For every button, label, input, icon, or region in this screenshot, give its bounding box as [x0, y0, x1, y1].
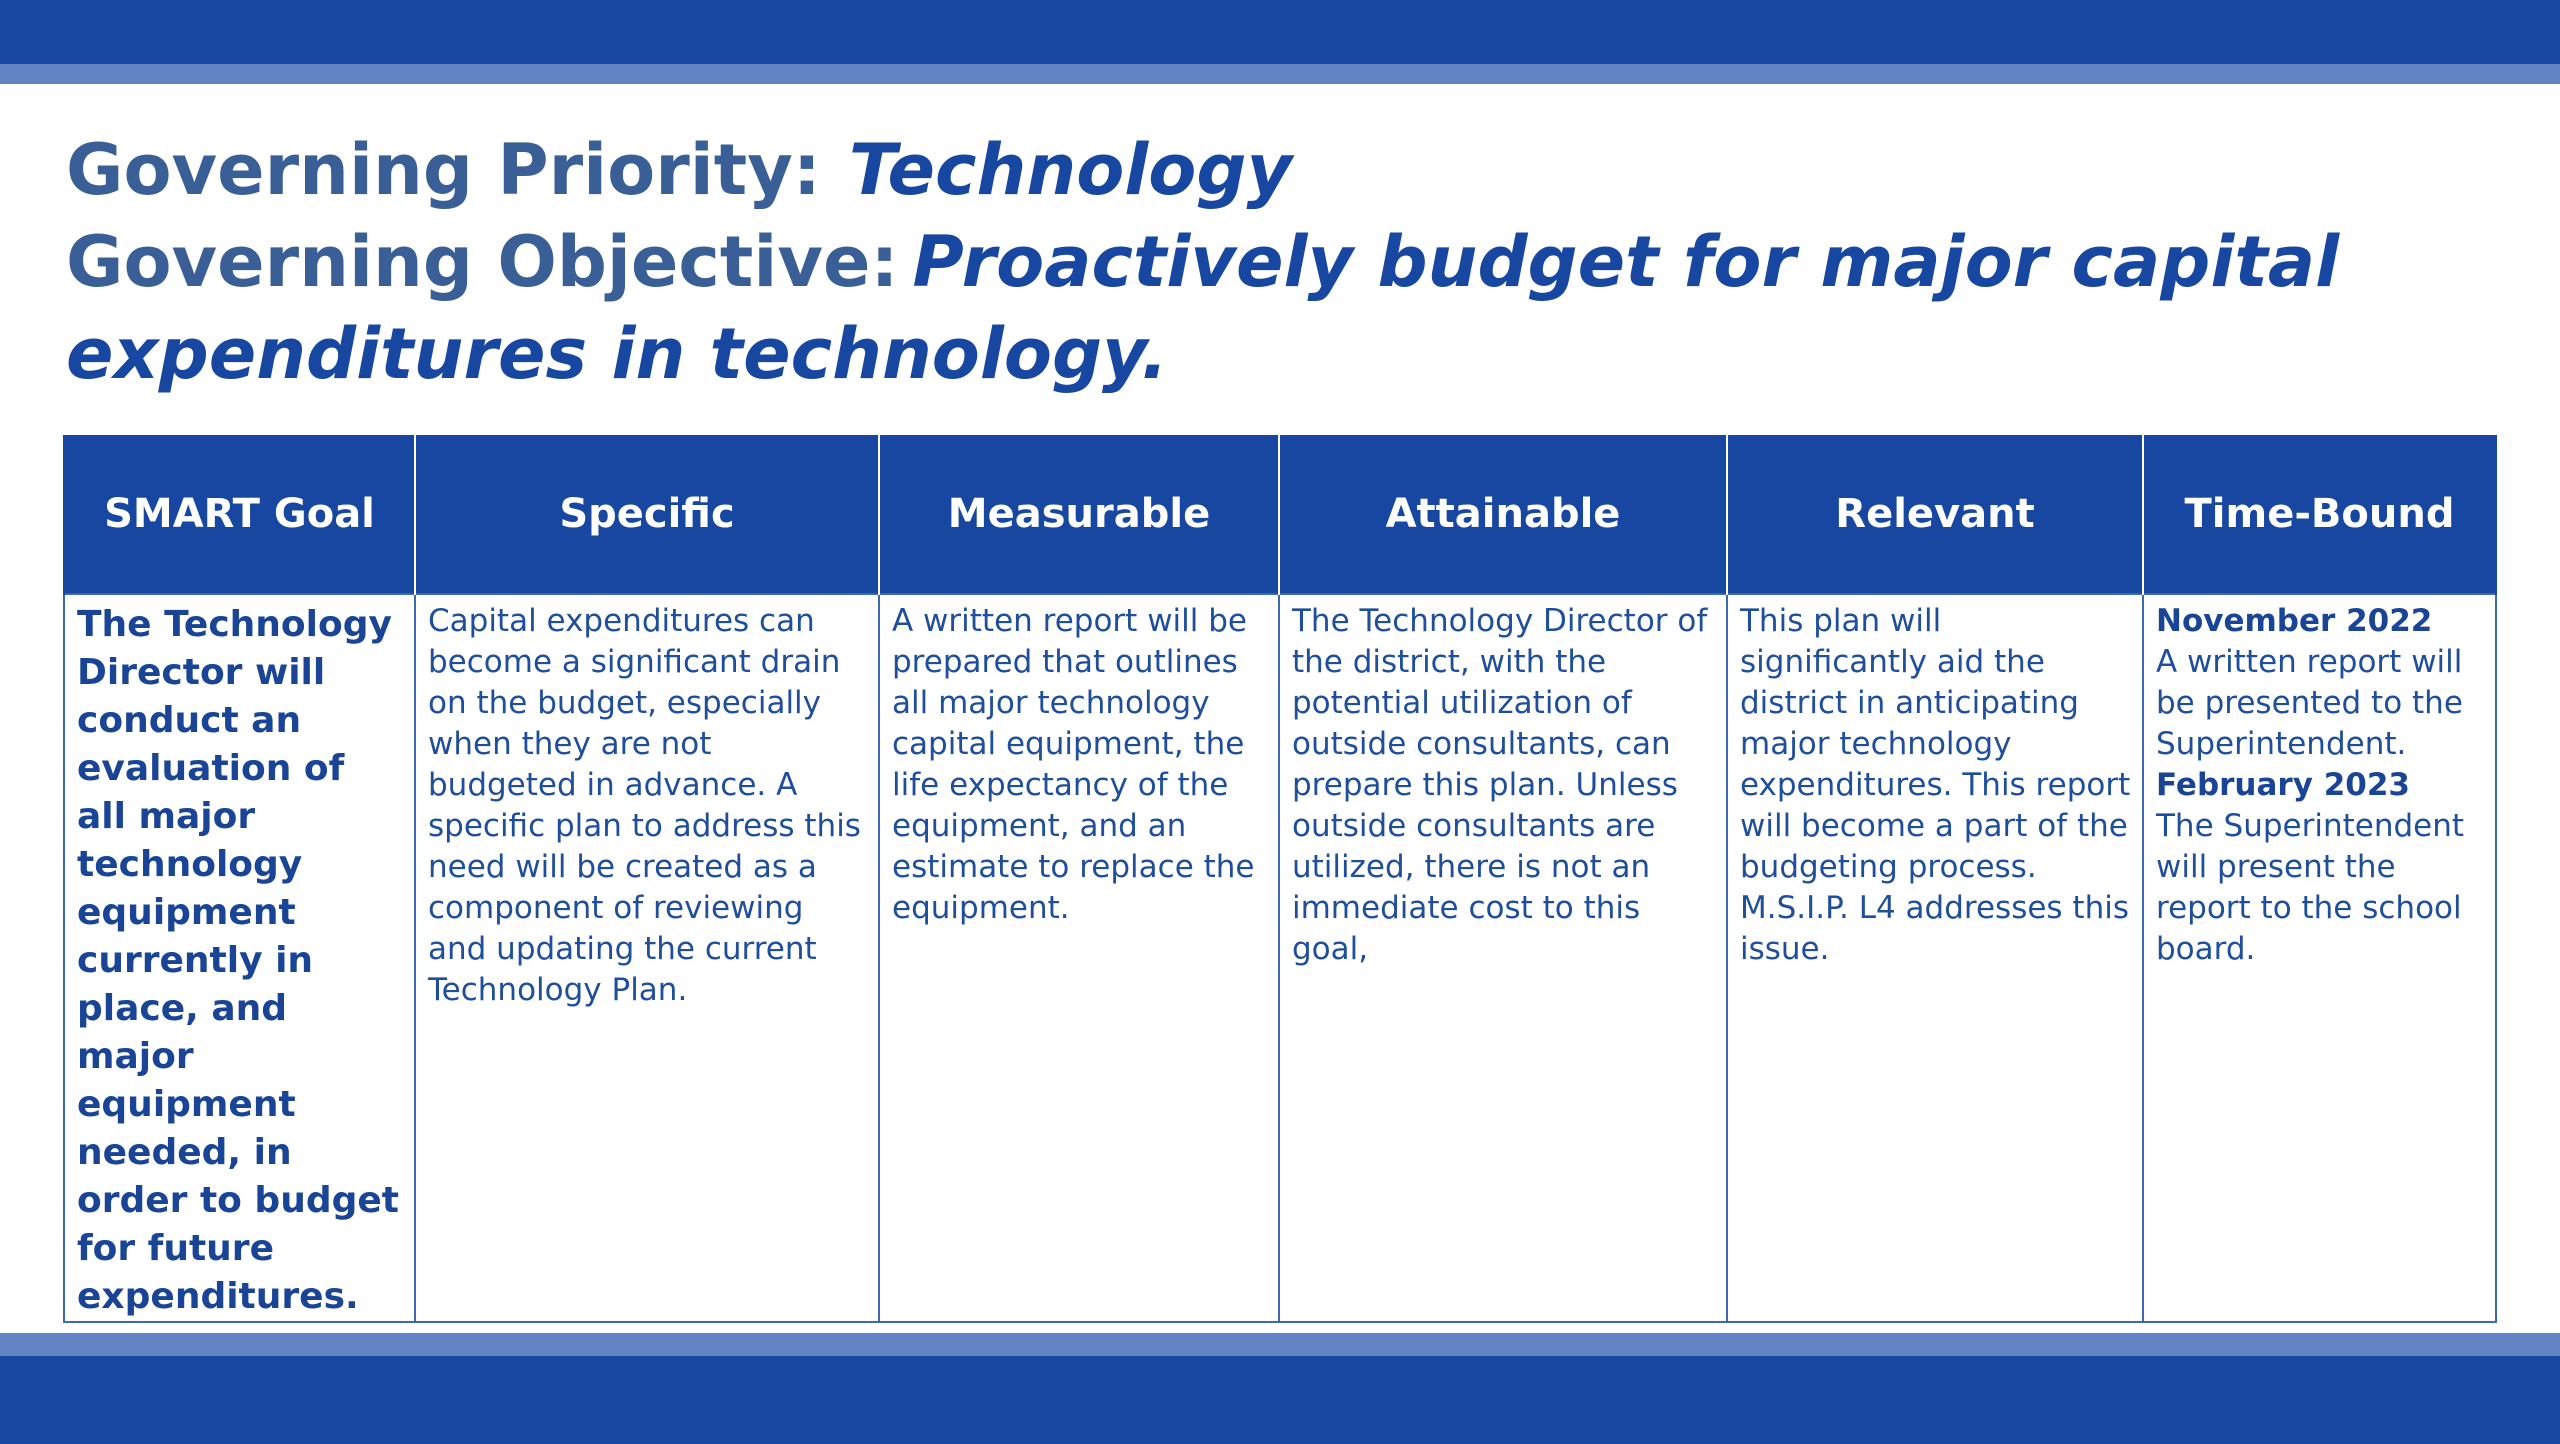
objective-value-line2: expenditures in technology.	[66, 313, 1168, 395]
top-band-dark	[0, 0, 2560, 64]
slide-heading	[66, 124, 2486, 400]
objective-value-line1: Proactively budget for major capital	[912, 221, 2340, 303]
table-header-row	[64, 435, 2496, 594]
priority-value: Technology	[848, 129, 1293, 211]
priority-line	[66, 124, 2486, 216]
milestone-date: February 2023	[2156, 767, 2410, 803]
table-row	[64, 594, 2496, 1322]
header-relevant: Relevant	[1727, 435, 2143, 594]
top-band-light	[0, 64, 2560, 84]
header-attainable: Attainable	[1279, 435, 1727, 594]
cell-time-bound	[2143, 594, 2496, 1322]
cell-specific: Capital expenditures can become a significant drain on the budget, especially when they are not budgeted in advance. A specific plan to address this need will be created as a component of reviewing and updating the current Technology Plan.	[415, 594, 879, 1322]
milestone-text: The Superintendent will present the report to the school board.	[2156, 808, 2465, 967]
cell-relevant: This plan will significantly aid the district in anticipating major technology expenditures. This report will become a part of the budgeting process. M.S.I.P. L4 addresses this issue.	[1727, 594, 2143, 1322]
milestone-text: A written report will be presented to the Superintendent.	[2156, 644, 2463, 762]
priority-label: Governing Priority:	[66, 129, 821, 211]
objective-line	[66, 216, 2486, 308]
milestone-date: November 2022	[2156, 603, 2433, 639]
bottom-band-dark	[0, 1356, 2560, 1444]
cell-attainable: The Technology Director of the district, with the potential utilization of outside consultants, can prepare this plan. Unless outside consultants are utilized, there is not an immediate cost to this goal,	[1279, 594, 1727, 1322]
objective-label: Governing Objective:	[66, 221, 899, 303]
header-smart-goal: SMART Goal	[64, 435, 415, 594]
header-time-bound: Time-Bound	[2143, 435, 2496, 594]
smart-goal-table	[63, 435, 2497, 1323]
cell-smart-goal: The Technology Director will conduct an evaluation of all major technology equipment currently in place, and major equipment needed, in order to budget for future expenditures.	[64, 594, 415, 1322]
bottom-band-light	[0, 1333, 2560, 1356]
header-specific: Specific	[415, 435, 879, 594]
cell-measurable: A written report will be prepared that outlines all major technology capital equipment, the life expectancy of the equipment, and an estimate to replace the equipment.	[879, 594, 1279, 1322]
header-measurable: Measurable	[879, 435, 1279, 594]
